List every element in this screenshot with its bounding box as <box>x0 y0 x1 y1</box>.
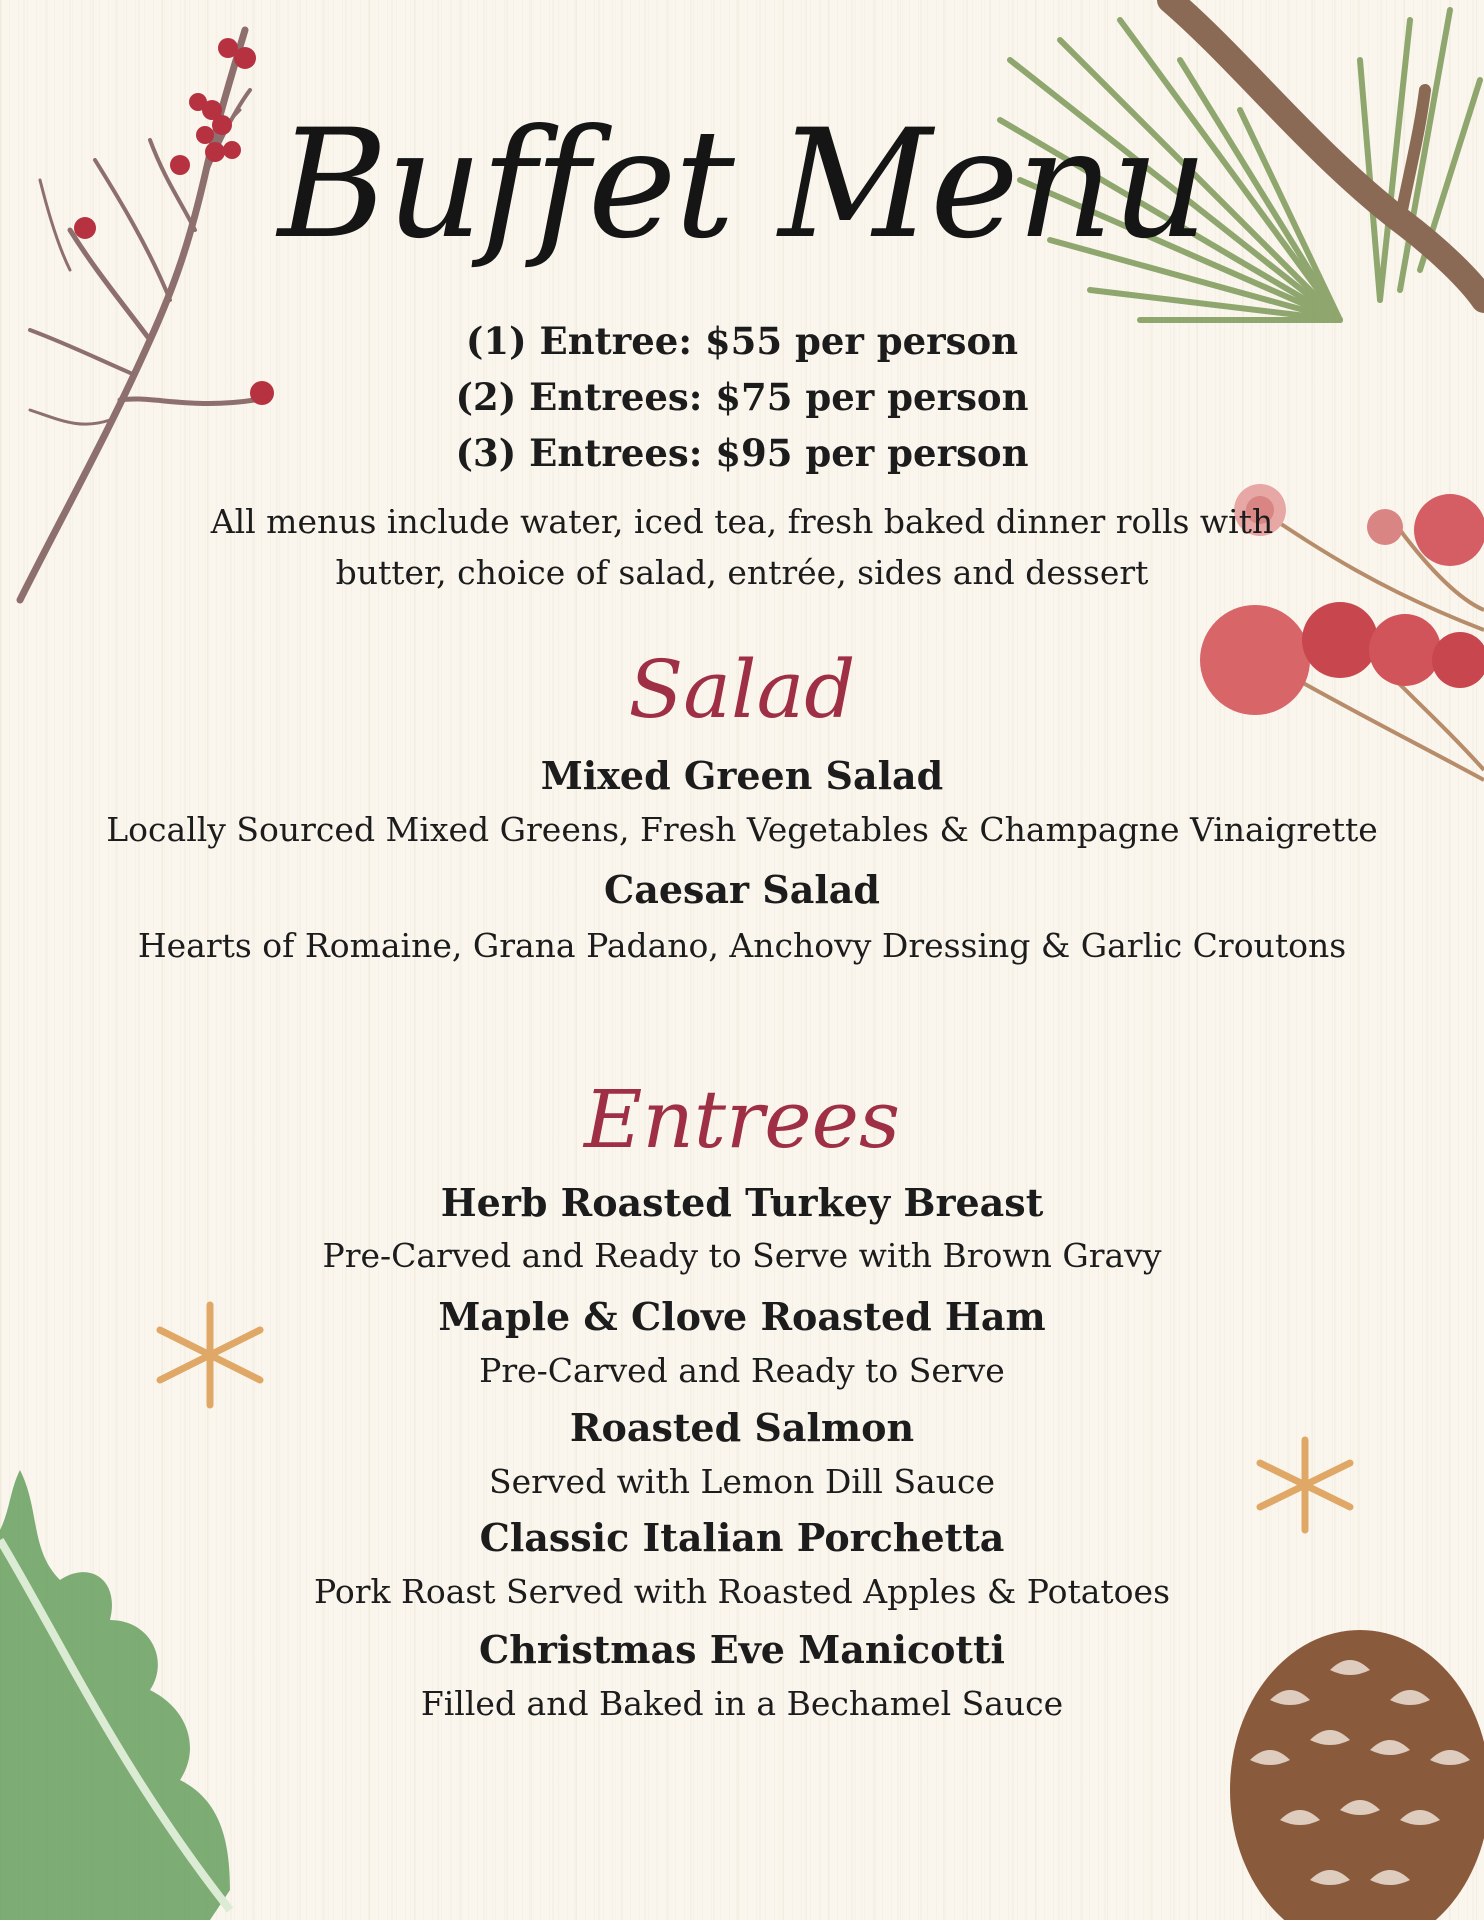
entree-item-name: Roasted Salmon <box>569 1405 915 1450</box>
intro-text-line-2: butter, choice of salad, entrée, sides and dessert <box>335 553 1149 592</box>
salad-item-name: Mixed Green Salad <box>540 753 944 798</box>
entree-item-desc: Pre-Carved and Ready to Serve <box>479 1351 1005 1390</box>
entree-item-desc: Pork Roast Served with Roasted Apples & Potatoes <box>313 1572 1171 1611</box>
entrees-heading: Entrees <box>583 1073 901 1166</box>
price-line-2: (2) Entrees: $75 per person <box>455 375 1029 419</box>
price-line-3: (3) Entrees: $95 per person <box>455 431 1029 475</box>
entree-item-name: Christmas Eve Manicotti <box>479 1627 1005 1672</box>
entree-item-desc: Served with Lemon Dill Sauce <box>488 1462 995 1501</box>
intro-text-line-1: All menus include water, iced tea, fresh baked dinner rolls with <box>210 502 1274 541</box>
salad-item-desc: Hearts of Romaine, Grana Padano, Anchovy Dressing & Garlic Croutons <box>137 926 1347 965</box>
entree-item-name: Herb Roasted Turkey Breast <box>440 1180 1044 1225</box>
price-line-1: (1) Entree: $55 per person <box>465 319 1019 363</box>
salad-item-name: Caesar Salad <box>603 867 880 912</box>
entree-item-name: Maple & Clove Roasted Ham <box>438 1294 1046 1339</box>
entree-item-desc: Pre-Carved and Ready to Serve with Brown Gravy <box>322 1236 1162 1275</box>
menu-title: Buffet Menu <box>277 98 1207 272</box>
entree-item-desc: Filled and Baked in a Bechamel Sauce <box>420 1684 1064 1723</box>
salad-item-desc: Locally Sourced Mixed Greens, Fresh Vegetables & Champagne Vinaigrette <box>106 810 1378 849</box>
salad-heading: Salad <box>628 643 856 736</box>
entree-item-name: Classic Italian Porchetta <box>479 1515 1005 1560</box>
